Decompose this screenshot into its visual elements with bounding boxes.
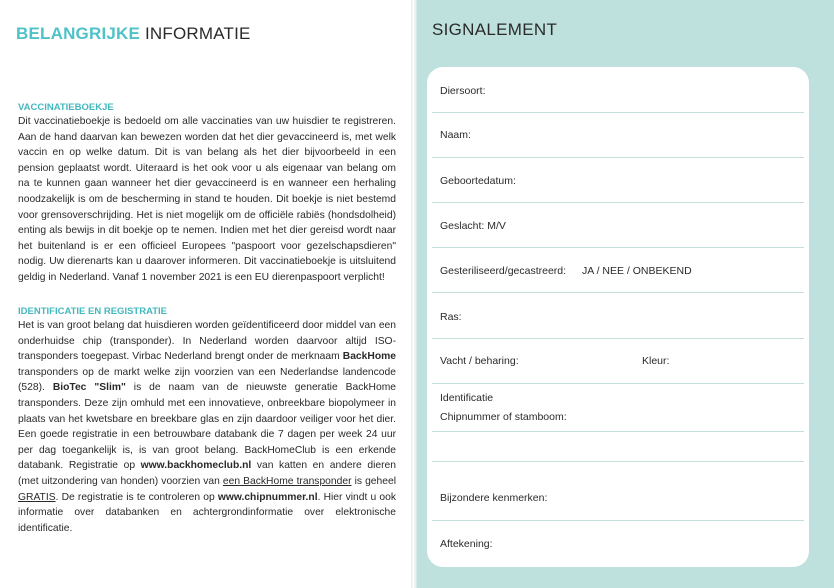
signalement-title: SIGNALEMENT [432, 20, 558, 39]
text-run: van katten en andere dieren (met uitzondering van honden) voorzien van [18, 460, 396, 487]
field-chipnummer[interactable]: Chipnummer of stamboom: [440, 411, 567, 423]
divider [432, 520, 804, 521]
field-naam[interactable]: Naam: [440, 129, 471, 141]
field-kleur[interactable]: Kleur: [642, 355, 670, 367]
field-vacht[interactable]: Vacht / beharing: [440, 355, 519, 367]
divider [432, 202, 804, 203]
section-text: Dit vaccinatieboekje is bedoeld om alle vaccinaties van uw huisdier te registreren. Aan de hand daarvan kan bewezen worden dat het dier gevaccineerd is, met welk vaccin en op welke datum. Dit is van belang als het dier bijvoorbeeld in een pension geplaatst wordt. Uiteraard is het ook voor u als eigenaar van belang om na te kunnen gaan wanneer het dier gevaccineerd is en wanneer een herhaling noodzakelijk is om de bescherming in stand te houden. Dit boekje is niet bestemd voor grensoverschrijding. Het is niet mogelijk om de officiële rabiës (hondsdolheid) enting als bewijs in dit boekje op te nemen. Indien met het dier gereisd wordt naar het buitenland is er een officieel Europees "paspoort voor gezelschapsdieren" nodig. Uw dierenarts kan u daarover informeren. Dit vaccinatieboekje is uitsluitend geldig in Nederland. Vanaf 1 november 2021 is een EU dierenpaspoort verplicht! [18, 116, 396, 283]
text-run: . De registratie is te controleren op [55, 491, 218, 503]
section-vaccinatieboekje [18, 102, 396, 286]
title-rest: INFORMATIE [145, 24, 251, 43]
field-geslacht[interactable]: Geslacht: M/V [440, 220, 506, 232]
text-run: is geheel [351, 475, 396, 487]
underlined-gratis: GRATIS [18, 491, 56, 503]
divider [432, 247, 804, 248]
text-run: Het is van groot belang dat huisdieren worden geïdentificeerd door middel van een onderhuidse chip (transponder). In Nederland worden daarvoor altijd ISO-transponders toegepast. Virbac Nederland brengt onder de merknaam [18, 320, 396, 363]
text-run: . Hier vindt u ook informatie over databanken en achtergrondinformatie over elektronische identificatie. [18, 491, 396, 534]
divider [432, 383, 804, 384]
section-heading: IDENTIFICATIE EN REGISTRATIE [18, 306, 168, 317]
brand-biotec-slim: BioTec "Slim" [52, 382, 126, 394]
link-chipnummer[interactable]: www.chipnummer.nl [217, 491, 318, 503]
field-identificatie: Identificatie [440, 392, 494, 404]
text-run: transponders op de markt welke zijn voorzien van een Nederlandse landencode (528). [18, 366, 396, 394]
brand-backhome: BackHome [342, 351, 396, 363]
page-spine [411, 0, 417, 588]
field-ras[interactable]: Ras: [440, 311, 462, 323]
field-bijzondere-kenmerken[interactable]: Bijzondere kenmerken: [440, 492, 548, 504]
section-text [18, 318, 396, 536]
divider [432, 112, 804, 113]
field-diersoort[interactable]: Diersoort: [440, 85, 486, 97]
field-aftekening[interactable]: Aftekening: [440, 538, 493, 550]
link-backhomeclub[interactable]: www.backhomeclub.nl [140, 460, 252, 472]
divider [432, 157, 804, 158]
field-geboortedatum[interactable]: Geboortedatum: [440, 175, 516, 187]
section-heading: VACCINATIEBOEKJE [18, 102, 114, 113]
divider [432, 338, 804, 339]
underlined-transponder: een BackHome transponder [222, 475, 352, 487]
gesteriliseerd-options[interactable]: JA / NEE / ONBEKEND [582, 265, 692, 277]
page-title [16, 24, 251, 44]
divider [432, 431, 804, 432]
title-accent: BELANGRIJKE [16, 24, 141, 43]
divider [432, 461, 804, 462]
field-gesteriliseerd[interactable]: Gesteriliseerd/gecastreerd: [440, 265, 567, 277]
divider [432, 292, 804, 293]
text-run: is de naam van de nieuwste generatie BackHome transponders. Deze zijn omhuld met een innovatieve, onbreekbare biopolymeer in plaats van het kwetsbare en breekbare glas en zijn daardoor veiliger voor het dier. Een goede registratie in een betrouwbare databank die 7 dagen per week 24 uur per dag toegankelijk is, is van groot belang. BackHomeClub is een erkende databank. Registratie op [18, 382, 396, 472]
section-identificatie [18, 306, 396, 536]
